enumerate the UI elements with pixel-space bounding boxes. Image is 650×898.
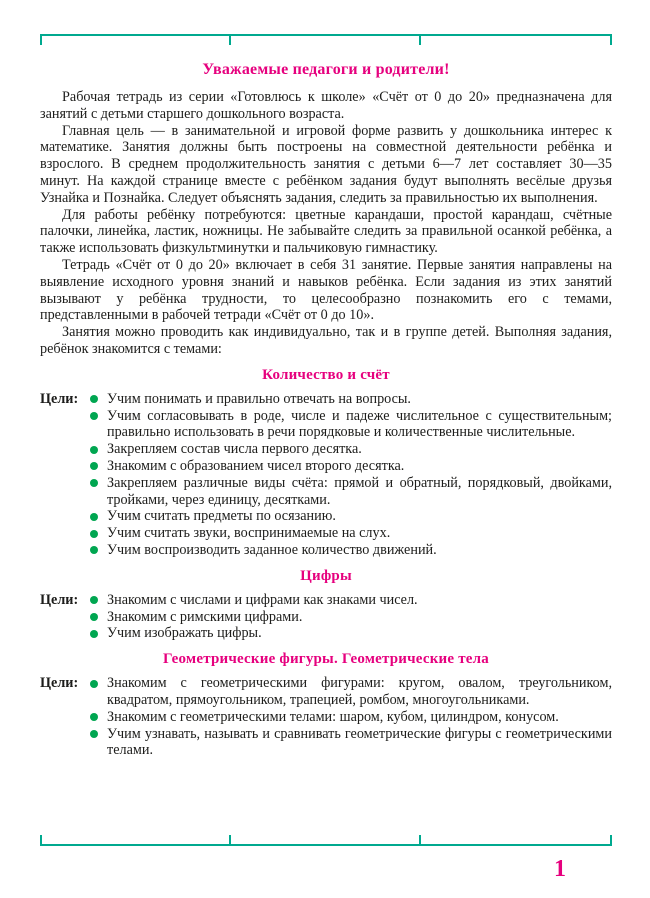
bullet-icon <box>90 713 98 721</box>
goal-list-geometry <box>90 675 612 759</box>
trim-tick-icon <box>419 835 421 844</box>
goals-block-digits <box>40 592 612 642</box>
bullet-icon <box>90 395 98 403</box>
bullet-icon <box>90 462 98 470</box>
goal-text: Учим воспроизводить заданное количество движений. <box>107 541 437 558</box>
goal-text: Закрепляем состав числа первого десятка. <box>107 441 362 458</box>
trim-tick-icon <box>229 36 231 45</box>
goal-item <box>90 542 612 559</box>
section-heading-digits: Цифры <box>300 567 352 584</box>
bullet-icon <box>90 596 98 604</box>
goal-item <box>90 458 612 475</box>
trim-tick-icon <box>610 835 612 844</box>
page-content <box>40 60 612 759</box>
goal-item <box>90 726 612 760</box>
bullet-icon <box>90 530 98 538</box>
goal-text: Знакомим с образованием чисел второго десятка. <box>107 457 405 474</box>
goal-list-digits <box>90 592 612 642</box>
goal-item <box>90 675 612 709</box>
intro-paragraph: Тетрадь «Счёт от 0 до 20» включает в себя 31 занятие. Первые занятия направлены на выявление исходного уровня знаний и навыков ребёнка. Если задания из этих занятий вызывают у ребёнка трудности, то целесообразно познакомить его с темами, представленными в рабочей тетради «Счёт от 0 до 10». <box>40 256 612 324</box>
bullet-icon <box>90 730 98 738</box>
goal-text: Учим согласовывать в роде, числе и падеже числительное с существительным; правильно использовать в речи порядковые и количественные числительные. <box>107 407 612 441</box>
bullet-icon <box>90 479 98 487</box>
goal-item <box>90 592 612 609</box>
section-heading-geometry: Геометрические фигуры. Геометрические тела <box>163 651 489 668</box>
goal-text: Учим считать звуки, воспринимаемые на слух. <box>107 525 391 542</box>
goal-item <box>90 625 612 642</box>
intro-paragraph: Для работы ребёнку потребуются: цветные карандаши, простой карандаш, счётные палочки, линейка, ластик, ножницы. Не забывайте следить за правильной осанкой ребёнка, а также использовать физкультминутки и пальчиковую гимнастику. <box>40 206 612 257</box>
intro-paragraph: Главная цель — в занимательной и игровой форме развить у дошкольника интерес к математике. Занятия должны быть построены на совместной деятельности ребёнка и взрослого. В среднем продолжительность занятия с детьми 6—7 лет составляет 30—35 минут. На каждой странице вместе с ребёнком задания будут выполнять весёлые друзья Узнайка и Познайка. Следует объяснять задания, следить за правильностью их выполнения. <box>40 122 612 206</box>
bullet-icon <box>90 412 98 420</box>
goal-text: Учим узнавать, называть и сравнивать геометрические фигуры с геометрическими телами. <box>107 725 612 759</box>
goal-text: Знакомим с римскими цифрами. <box>107 608 303 625</box>
bottom-trim-marks <box>40 836 612 846</box>
bullet-icon <box>90 546 98 554</box>
bullet-icon <box>90 613 98 621</box>
bullet-icon <box>90 630 98 638</box>
goals-label: Цели: <box>40 390 79 407</box>
intro-paragraph: Занятия можно проводить как индивидуально, так и в группе детей. Выполняя задания, ребёнок знакомится с темами: <box>40 324 612 357</box>
goal-item <box>90 508 612 525</box>
trim-tick-icon <box>40 835 42 844</box>
trim-tick-icon <box>40 36 42 45</box>
page-title: Уважаемые педагоги и родители! <box>202 61 450 78</box>
trim-tick-icon <box>229 835 231 844</box>
goal-text: Учим изображать цифры. <box>107 625 262 642</box>
trim-tick-icon <box>610 36 612 45</box>
goal-text: Знакомим с геометрическими телами: шаром, кубом, цилиндром, конусом. <box>107 708 559 725</box>
section-heading-counting: Количество и счёт <box>262 366 390 383</box>
goal-text: Учим считать предметы по осязанию. <box>107 508 336 525</box>
trim-tick-icon <box>419 36 421 45</box>
goal-item <box>90 709 612 726</box>
goal-text: Закрепляем различные виды счёта: прямой и обратный, порядковый, двойками, тройками, через единицу, десятками. <box>107 474 612 508</box>
top-trim-marks <box>40 34 612 44</box>
bullet-icon <box>90 680 98 688</box>
goal-text: Знакомим с геометрическими фигурами: кругом, овалом, треугольником, квадратом, прямоугольником, трапецией, ромбом, многоугольниками. <box>107 675 612 708</box>
intro-paragraph: Рабочая тетрадь из серии «Готовлюсь к школе» «Счёт от 0 до 20» предназначена для занятий с детьми старшего дошкольного возраста. <box>40 89 612 122</box>
goal-text: Знакомим с числами и цифрами как знаками чисел. <box>107 591 418 608</box>
goal-item <box>90 475 612 509</box>
goal-item <box>90 609 612 626</box>
goals-block-counting <box>40 391 612 559</box>
bullet-icon <box>90 513 98 521</box>
goal-item <box>90 391 612 408</box>
goal-item <box>90 525 612 542</box>
page-number: 1 <box>554 856 566 882</box>
bullet-icon <box>90 446 98 454</box>
goals-block-geometry <box>40 675 612 759</box>
goals-label: Цели: <box>40 591 79 608</box>
goal-item <box>90 408 612 442</box>
goals-label: Цели: <box>40 675 79 692</box>
goal-item <box>90 441 612 458</box>
goal-list-counting <box>90 391 612 559</box>
goal-text: Учим понимать и правильно отвечать на вопросы. <box>107 390 411 407</box>
